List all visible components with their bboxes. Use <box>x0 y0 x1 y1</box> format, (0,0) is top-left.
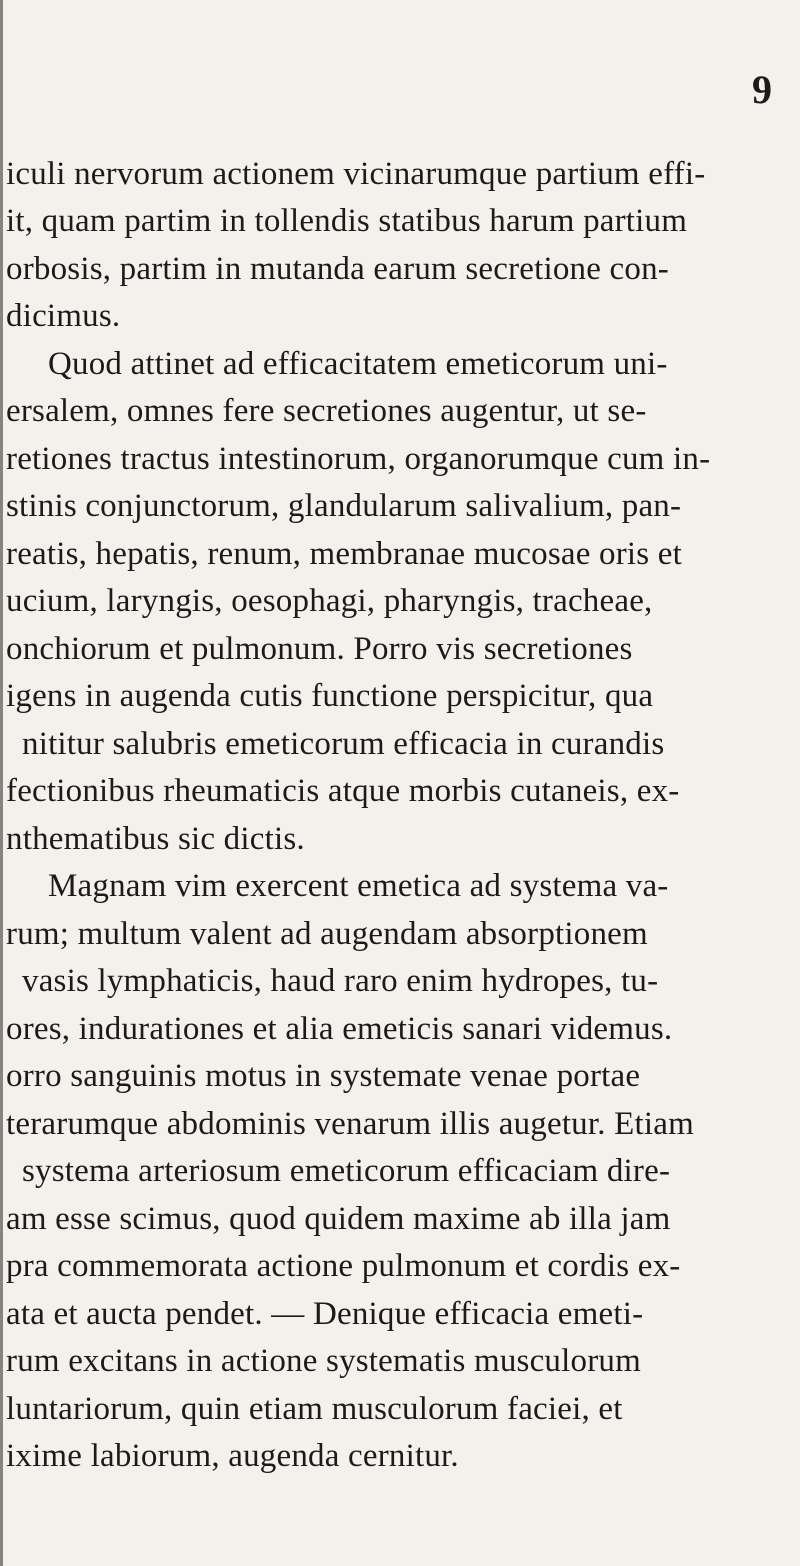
text-line: stinis conjunctorum, glandularum salivalium, pan- <box>6 488 682 524</box>
text-line: dicimus. <box>6 298 121 334</box>
text-line: ores, indurationes et alia emeticis sanari videmus. <box>6 1011 673 1047</box>
text-line: Quod attinet ad efficacitatem emeticorum uni- <box>48 346 668 382</box>
text-line: ucium, laryngis, oesophagi, pharyngis, tracheae, <box>6 583 653 619</box>
text-line: ersalem, omnes fere secretiones augentur, ut se- <box>6 393 647 429</box>
text-line: retiones tractus intestinorum, organorumque cum in- <box>6 441 711 477</box>
text-line: am esse scimus, quod quidem maxime ab illa jam <box>6 1201 671 1237</box>
text-line: nititur salubris emeticorum efficacia in curandis <box>22 726 665 762</box>
page-edge-shadow <box>0 0 3 1566</box>
text-line: reatis, hepatis, renum, membranae mucosae oris et <box>6 536 682 572</box>
text-line: fectionibus rheumaticis atque morbis cutaneis, ex- <box>6 773 680 809</box>
text-line: igens in augenda cutis functione perspicitur, qua <box>6 678 654 714</box>
text-line: vasis lymphaticis, haud raro enim hydropes, tu- <box>22 963 659 999</box>
text-line: ata et aucta pendet. — Denique efficacia emeti- <box>6 1296 644 1332</box>
page-number: 9 <box>752 67 772 112</box>
text-line: luntariorum, quin etiam musculorum faciei, et <box>6 1391 623 1427</box>
text-line: rum; multum valent ad augendam absorptionem <box>6 916 648 952</box>
text-line: nthematibus sic dictis. <box>6 821 305 857</box>
text-line: systema arteriosum emeticorum efficaciam dire- <box>22 1153 671 1189</box>
text-line: it, quam partim in tollendis statibus harum partium <box>6 203 688 239</box>
text-line: orbosis, partim in mutanda earum secretione con- <box>6 251 669 287</box>
text-line: rum excitans in actione systematis musculorum <box>6 1343 641 1379</box>
text-line: onchiorum et pulmonum. Porro vis secretiones <box>6 631 633 667</box>
text-line: iculi nervorum actionem vicinarumque partium effi- <box>6 156 706 192</box>
text-line: terarumque abdominis venarum illis augetur. Etiam <box>6 1106 694 1142</box>
text-line: ixime labiorum, augenda cernitur. <box>6 1438 459 1474</box>
text-line: orro sanguinis motus in systemate venae portae <box>6 1058 641 1094</box>
text-line: Magnam vim exercent emetica ad systema va- <box>48 868 669 904</box>
text-line: pra commemorata actione pulmonum et cordis ex- <box>6 1248 681 1284</box>
